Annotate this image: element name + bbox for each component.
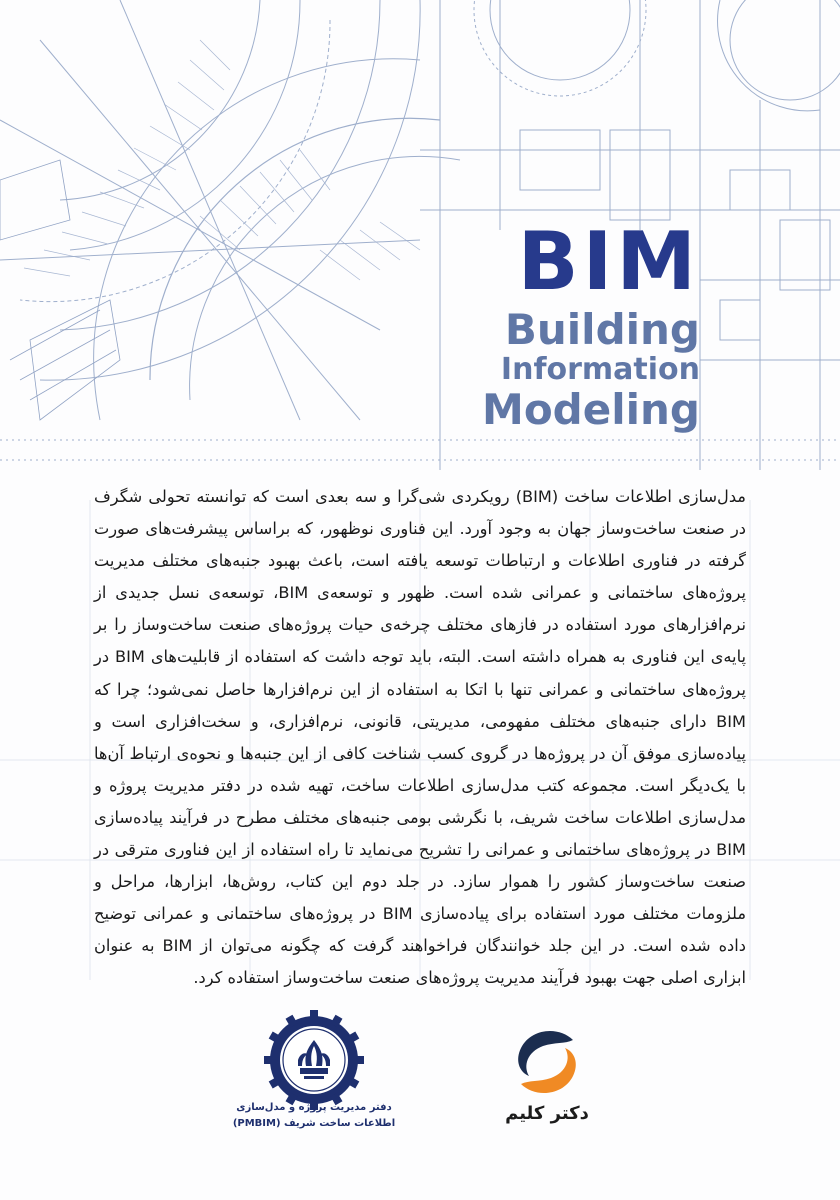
sharif-caption-line2: اطلاعات ساخت شریف (PMBIM)	[232, 1118, 396, 1129]
title-line-building: Building	[504, 305, 700, 354]
book-description: مدل‌سازی اطلاعات ساخت (BIM) رویکردی شی‌گرا و سه بعدی است که توانسته تحولی شگرف در صنعت ساخت‌وساز جهان به وجود آورد. این فناوری نوظهور، که براساس پیشرفت‌های صورت گرفته در فناوری اطلاعات و ارتباطات توسعه یافته است، باعث بهبود جنبه‌های مختلف مدیریت پروژه‌های ساختمانی و عمرانی شده است. ظهور و توسعه‌ی BIM، توسعه‌ی نسل جدیدی از نرم‌افزارهای مورد استفاده در فازهای مختلف چرخه‌ی حیات پروژه‌های صنعت ساخت‌وساز را بر پایه‌ی این فناوری به همراه داشته است. البته، باید توجه داشت که استفاده از قابلیت‌های BIM در پروژه‌های ساختمانی و عمرانی تنها با اتکا به استفاده از این نرم‌افزارها حاصل نمی‌شود؛ چرا که BIM دارای جنبه‌های مختلف مفهومی، مدیریتی، قانونی، نرم‌افزاری، و سخت‌افزاری است و پیاده‌سازی موفق آن در پروژه‌ها در گروی کسب شناخت کافی از این جنبه‌ها و نحوه‌ی ارتباط آن‌ها با یک‌دیگر است. مجموعه کتب مدل‌سازی اطلاعات ساخت، تهیه شده در دفتر مدیریت پروژه و مدل‌سازی اطلاعات ساخت شریف، با نگرشی بومی جنبه‌های مختلف مطرح در فرآیند پیاده‌سازی BIM در پروژه‌های ساختمانی و عمرانی را تشریح می‌نماید تا راه استفاده از این فناوری مترقی در صنعت ساخت‌وساز کشور را هموار سازد. در جلد دوم این کتاب، روش‌ها، ابزارها، مراحل و ملزومات مختلف مورد استفاده برای پیاده‌سازی BIM در پروژه‌های ساختمانی و عمرانی توضیح داده شده است. در این جلد خوانندگان فراخواهند گرفت که چگونه می‌توان از BIM به عنوان ابزاری اصلی جهت بهبود فرآیند مدیریت پروژه‌های صنعت ساخت‌وساز استفاده کرد.	[94, 487, 747, 988]
sharif-caption-line1: دفتر مدیریت پروژه و مدل‌سازی	[236, 1102, 392, 1113]
dr-klim-logo	[503, 1018, 591, 1106]
title-block	[470, 215, 700, 434]
dr-klim-name: دکتر کلیم	[505, 1103, 589, 1124]
title-abbr: BIM	[517, 215, 700, 308]
title-line-modeling: Modeling	[482, 384, 700, 434]
title-line-information: Information	[500, 352, 700, 388]
sharif-university-logo	[264, 1010, 364, 1110]
